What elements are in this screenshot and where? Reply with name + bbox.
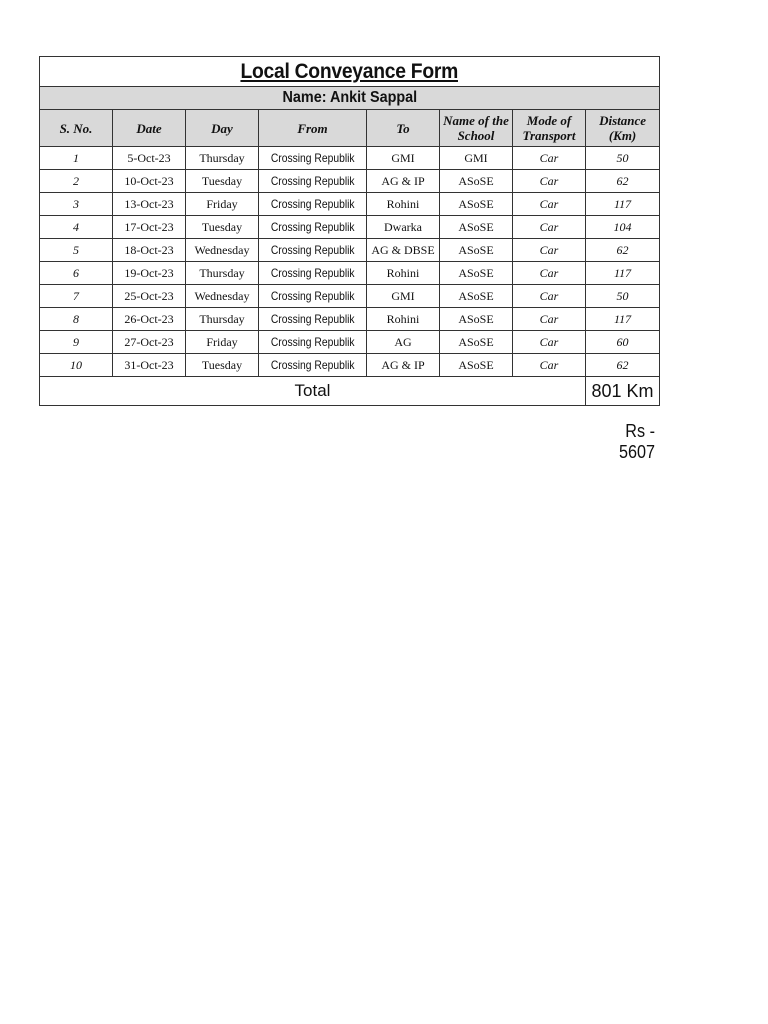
date-cell: 25-Oct-23 <box>113 285 186 308</box>
day-cell: Wednesday <box>186 239 259 262</box>
date-cell: 5-Oct-23 <box>113 147 186 170</box>
distance-cell: 60 <box>586 331 660 354</box>
serial-number-cell: 4 <box>40 216 113 239</box>
date-cell: 13-Oct-23 <box>113 193 186 216</box>
day-cell: Thursday <box>186 147 259 170</box>
serial-number-cell: 3 <box>40 193 113 216</box>
day-cell: Tuesday <box>186 170 259 193</box>
table-row <box>40 262 660 285</box>
day-cell: Tuesday <box>186 216 259 239</box>
from-text: Crossing Republik <box>270 220 355 234</box>
transport-mode-cell: Car <box>513 216 586 239</box>
column-header: Day <box>186 110 259 147</box>
name-cell <box>40 87 660 110</box>
column-header: From <box>259 110 367 147</box>
table-row <box>40 331 660 354</box>
day-cell: Thursday <box>186 262 259 285</box>
date-cell: 31-Oct-23 <box>113 354 186 377</box>
school-cell: ASoSE <box>440 285 513 308</box>
to-cell: GMI <box>367 147 440 170</box>
from-cell <box>259 262 367 285</box>
serial-number-cell: 10 <box>40 354 113 377</box>
total-label: Total <box>294 381 331 400</box>
school-cell: ASoSE <box>440 354 513 377</box>
amount-text: Rs - 5607 <box>618 421 655 462</box>
transport-mode-cell: Car <box>513 147 586 170</box>
transport-mode-cell: Car <box>513 262 586 285</box>
school-cell: ASoSE <box>440 170 513 193</box>
transport-mode-cell: Car <box>513 331 586 354</box>
day-cell: Friday <box>186 331 259 354</box>
from-text: Crossing Republik <box>270 289 355 303</box>
column-header-row <box>40 110 660 147</box>
serial-number-cell: 8 <box>40 308 113 331</box>
from-cell <box>259 170 367 193</box>
to-cell: Rohini <box>367 308 440 331</box>
table-row <box>40 147 660 170</box>
school-cell: GMI <box>440 147 513 170</box>
from-cell <box>259 147 367 170</box>
distance-cell: 50 <box>586 147 660 170</box>
day-cell: Friday <box>186 193 259 216</box>
conveyance-form-table <box>39 56 660 406</box>
reimbursement-amount <box>589 421 655 463</box>
to-cell: GMI <box>367 285 440 308</box>
to-cell: AG & IP <box>367 170 440 193</box>
serial-number-cell: 9 <box>40 331 113 354</box>
school-cell: ASoSE <box>440 193 513 216</box>
date-cell: 17-Oct-23 <box>113 216 186 239</box>
total-value-cell <box>586 377 660 406</box>
transport-mode-cell: Car <box>513 170 586 193</box>
distance-cell: 104 <box>586 216 660 239</box>
from-text: Crossing Republik <box>270 312 355 326</box>
to-cell: AG <box>367 331 440 354</box>
from-text: Crossing Republik <box>270 266 355 280</box>
from-text: Crossing Republik <box>270 243 355 257</box>
table-row <box>40 308 660 331</box>
table-row <box>40 170 660 193</box>
day-cell: Tuesday <box>186 354 259 377</box>
total-distance: 801 Km <box>591 380 654 401</box>
distance-cell: 62 <box>586 239 660 262</box>
from-text: Crossing Republik <box>270 151 355 165</box>
transport-mode-cell: Car <box>513 239 586 262</box>
from-cell <box>259 331 367 354</box>
total-row <box>40 377 660 406</box>
from-cell <box>259 239 367 262</box>
distance-cell: 117 <box>586 308 660 331</box>
from-text: Crossing Republik <box>270 335 355 349</box>
from-cell <box>259 354 367 377</box>
from-cell <box>259 216 367 239</box>
school-cell: ASoSE <box>440 308 513 331</box>
table-body <box>40 147 660 377</box>
table-row <box>40 354 660 377</box>
from-cell <box>259 193 367 216</box>
day-cell: Wednesday <box>186 285 259 308</box>
from-text: Crossing Republik <box>270 358 355 372</box>
column-header: To <box>367 110 440 147</box>
from-text: Crossing Republik <box>270 197 355 211</box>
serial-number-cell: 7 <box>40 285 113 308</box>
from-cell <box>259 308 367 331</box>
table-row <box>40 239 660 262</box>
date-cell: 26-Oct-23 <box>113 308 186 331</box>
column-header: Distance (Km) <box>586 110 660 147</box>
school-cell: ASoSE <box>440 239 513 262</box>
distance-cell: 62 <box>586 170 660 193</box>
school-cell: ASoSE <box>440 216 513 239</box>
transport-mode-cell: Car <box>513 308 586 331</box>
serial-number-cell: 2 <box>40 170 113 193</box>
distance-cell: 117 <box>586 193 660 216</box>
date-cell: 18-Oct-23 <box>113 239 186 262</box>
school-cell: ASoSE <box>440 262 513 285</box>
form-title-cell <box>40 57 660 87</box>
table-row <box>40 193 660 216</box>
employee-name: Name: Ankit Sappal <box>282 89 417 106</box>
distance-cell: 62 <box>586 354 660 377</box>
transport-mode-cell: Car <box>513 285 586 308</box>
column-header: Name of the School <box>440 110 513 147</box>
to-cell: Rohini <box>367 262 440 285</box>
distance-cell: 117 <box>586 262 660 285</box>
transport-mode-cell: Car <box>513 193 586 216</box>
transport-mode-cell: Car <box>513 354 586 377</box>
form-title: Local Conveyance Form <box>240 59 459 83</box>
date-cell: 10-Oct-23 <box>113 170 186 193</box>
school-cell: ASoSE <box>440 331 513 354</box>
from-cell <box>259 285 367 308</box>
to-cell: Dwarka <box>367 216 440 239</box>
column-header: Mode of Transport <box>513 110 586 147</box>
day-cell: Thursday <box>186 308 259 331</box>
serial-number-cell: 6 <box>40 262 113 285</box>
serial-number-cell: 5 <box>40 239 113 262</box>
total-label-cell <box>40 377 586 406</box>
date-cell: 19-Oct-23 <box>113 262 186 285</box>
table-row <box>40 285 660 308</box>
to-cell: Rohini <box>367 193 440 216</box>
from-text: Crossing Republik <box>270 174 355 188</box>
column-header: Date <box>113 110 186 147</box>
distance-cell: 50 <box>586 285 660 308</box>
date-cell: 27-Oct-23 <box>113 331 186 354</box>
table-row <box>40 216 660 239</box>
to-cell: AG & DBSE <box>367 239 440 262</box>
column-header: S. No. <box>40 110 113 147</box>
serial-number-cell: 1 <box>40 147 113 170</box>
to-cell: AG & IP <box>367 354 440 377</box>
